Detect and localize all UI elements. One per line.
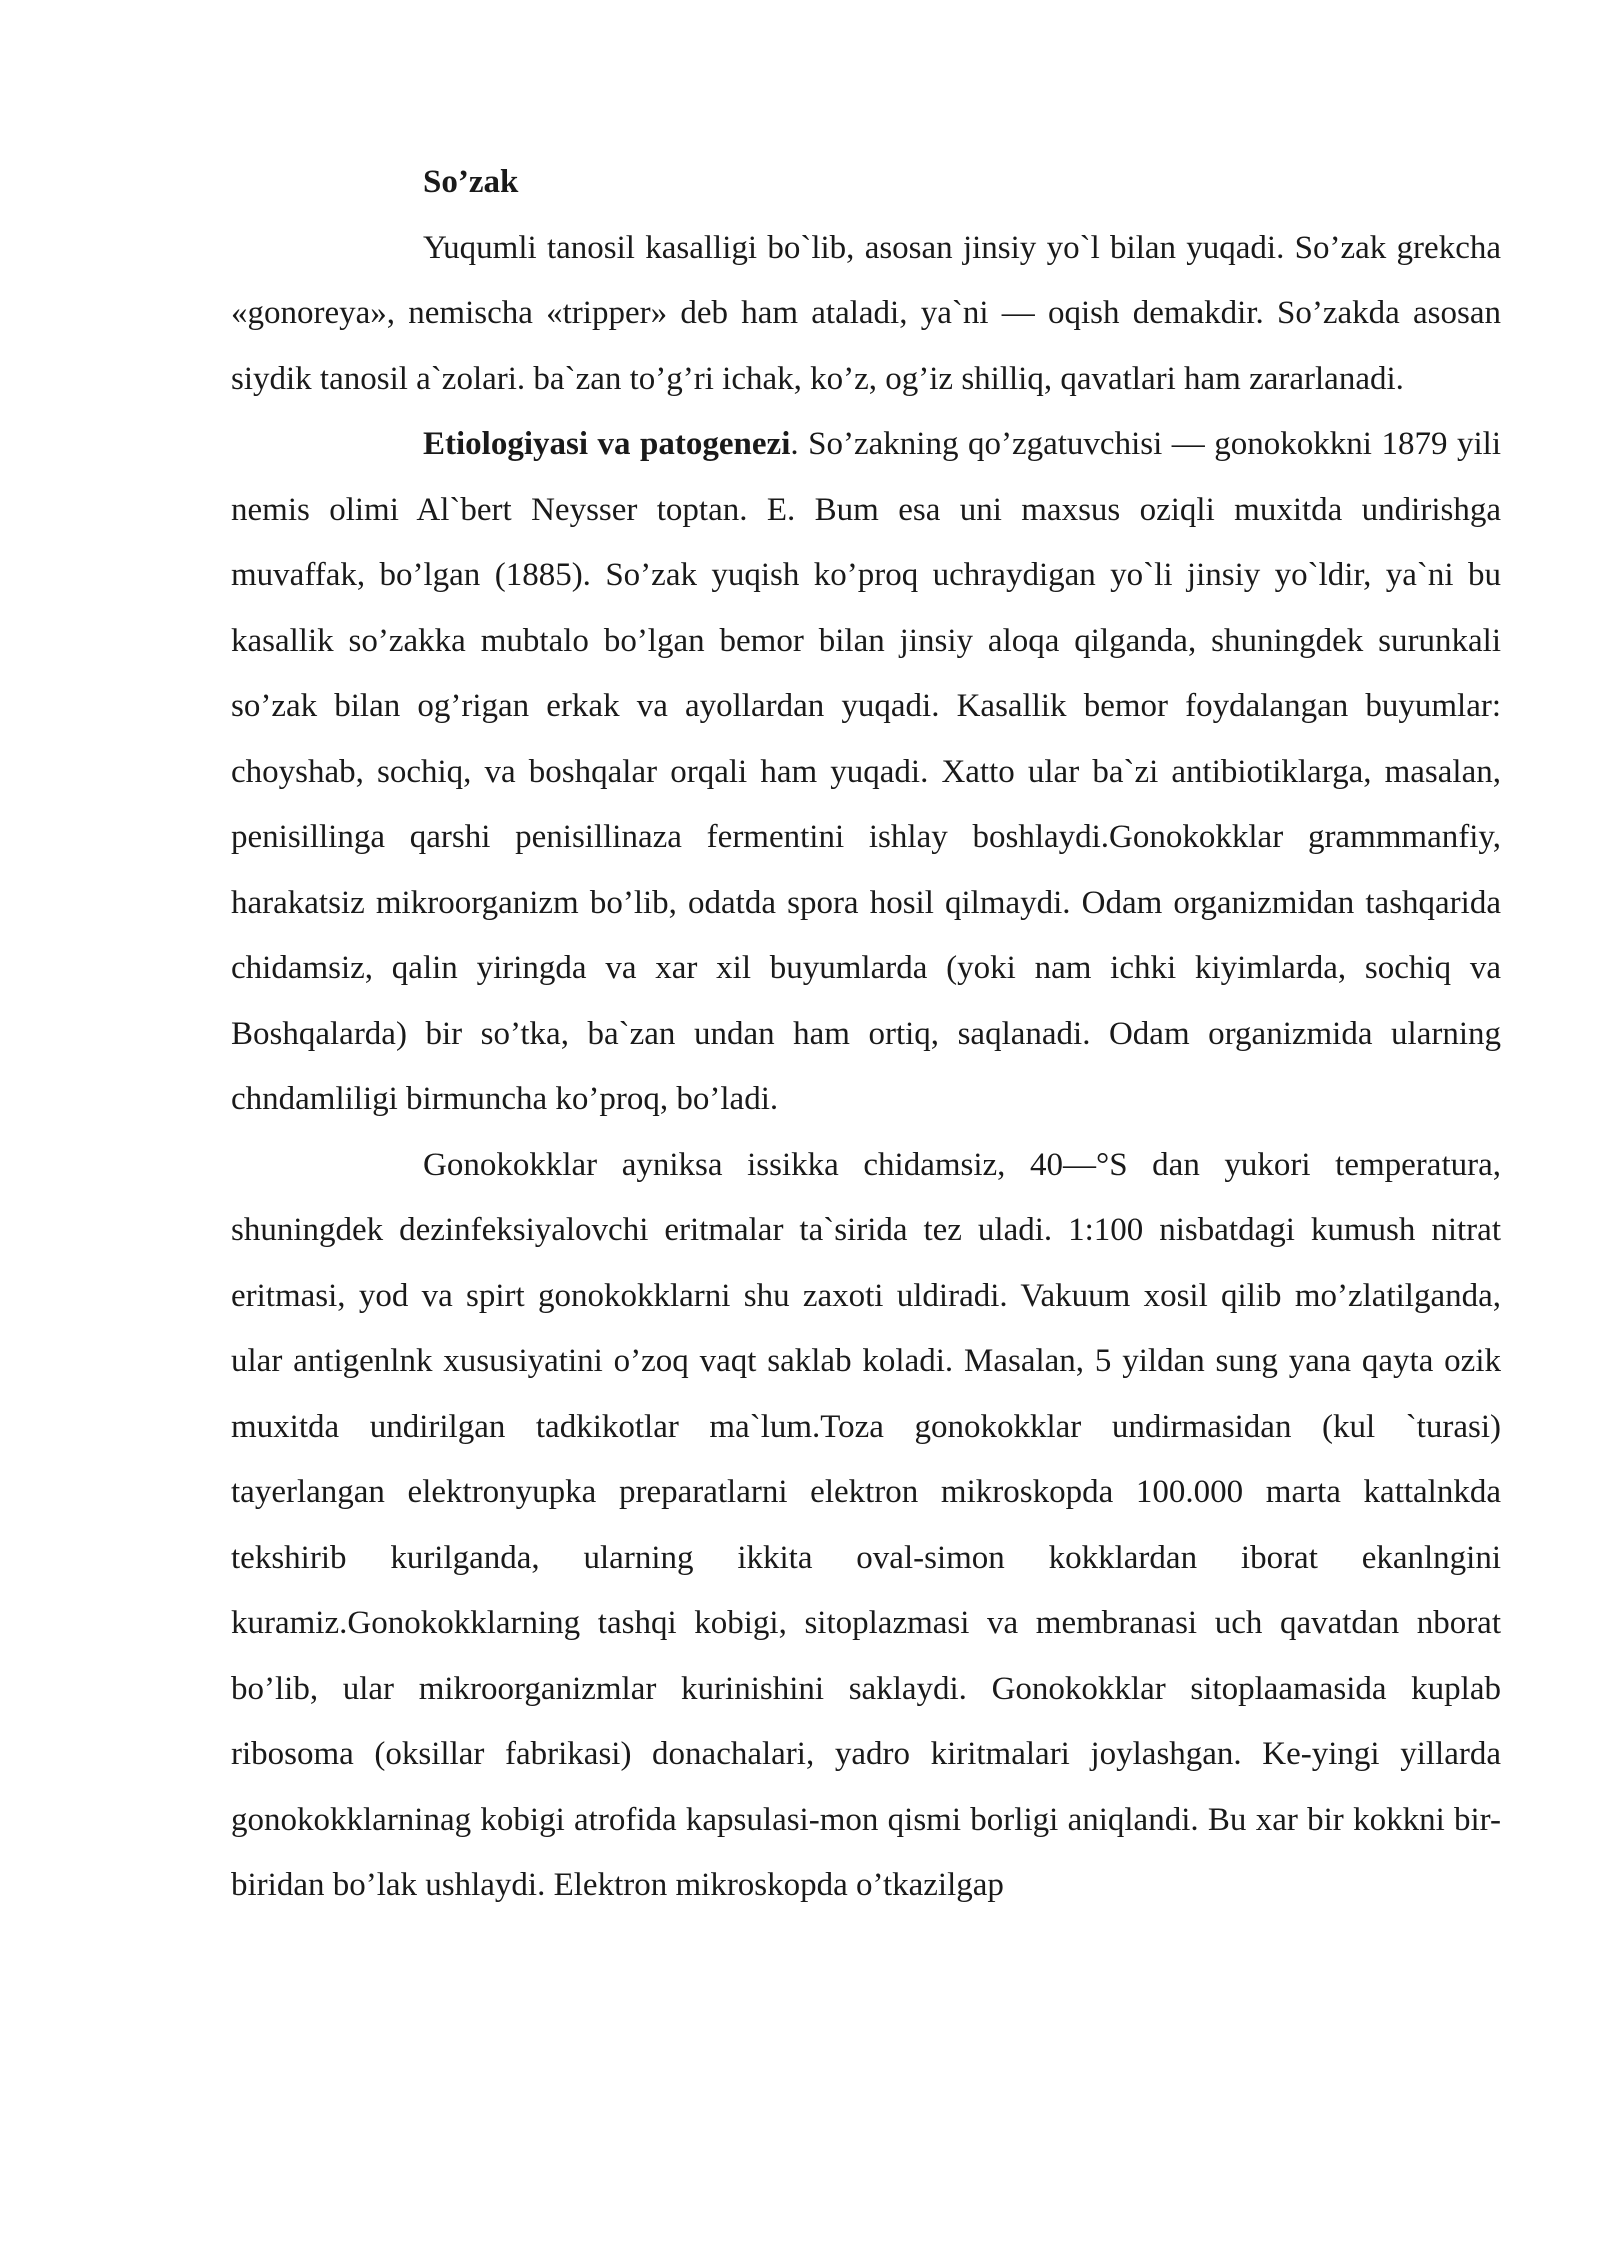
- paragraph-etiology-text: . So’zakning qo’zgatuvchisi — gonokokkni 1879 yili nemis olimi Al`bert Neysser toptan. E. Bum esa uni maxsus oziqli muxitda undirishga muvaffak, bo’lgan (1885). So’zak yuqish ko’proq uchraydigan yo`li jinsiy yo`ldir, ya`ni bu kasallik so’zakka mubtalo bo’lgan bemor bilan jinsiy aloqa qilganda, shuningdek surunkali so’zak bilan og’rigan erkak va ayollardan yuqadi. Kasallik bemor foydalangan buyumlar: choyshab, sochiq, va boshqalar orqali ham yuqadi. Xatto ular ba`zi antibiotiklarga, masalan, penisillinga qarshi penisillinaza fermentini ishlay boshlaydi.Gonokokklar grammmanfiy, harakatsiz mikroorganizm bo’lib, odatda spora hosil qilmaydi. Odam organizmidan tashqarida chidamsiz, qalin yiringda va xar xil buyumlarda (yoki nam ichki kiyimlarda, sochiq va Boshqalarda) bir so’tka, ba`zan undan ham ortiq, saqlanadi. Odam organizmida ularning chndamliligi birmuncha ko’proq, bo’ladi.: [231, 426, 1501, 1117]
- paragraph-gonococci-text: Gonokokklar ayniksa issikka chidamsiz, 40—°S dan yukori temperatura, shuningdek dezinfeksiyalovchi eritmalar ta`sirida tez uladi. 1:100 nisbatdagi kumush nitrat eritmasi, yod va spirt gonokokklarni shu zaxoti uldiradi. Vakuum xosil qilib mo’zlatilganda, ular antigenlnk xususiyatini o’zoq vaqt saklab koladi. Masalan, 5 yildan sung yana qayta ozik muxitda undirilgan tadkikotlar ma`lum.Toza gonokokklar undirmasidan (kul `turasi) tayerlangan elektronyupka preparatlarni elektron mikroskopda 100.000 marta kattalnkda tekshirib kurilganda, ularning ikkita oval-simon kokklardan iborat ekanlngini kuramiz.Gonokokklarning tashqi kobigi, sitoplazmasi va membranasi uch qavatdan nborat bo’lib, ular mikroorganizmlar kurinishini saklaydi. Gonokokklar sitoplaamasida kuplab ribosoma (oksillar fabrikasi) donachalari, yadro kiritmalari joylashgan. Ke-yingi yillarda gonokokklarninag kobigi atrofida kapsulasi-mon qismi borligi aniqlandi. Bu xar bir kokkni bir-biridan bo’lak ushlaydi. Elektron mikroskopda o’tkazilgap: [231, 1146, 1501, 1903]
- paragraph-etiology-lead: Etiologiyasi va patogenezi: [423, 426, 791, 462]
- paragraph-etiology: [231, 412, 1501, 1133]
- document-body: [231, 150, 1501, 1919]
- document-title: So’zak: [423, 164, 519, 200]
- paragraph-intro: [231, 216, 1501, 413]
- paragraph-gonococci: [231, 1133, 1501, 1919]
- paragraph-intro-text: Yuqumli tanosil kasalligi bo`lib, asosan jinsiy yo`l bilan yuqadi. So’zak grekcha «gonoreya», nemischa «tripper» deb ham ataladi, ya`ni — oqish demakdir. So’zakda asosan siydik tanosil a`zolari. ba`zan to’g’ri ichak, ko’z, og’iz shilliq, qavatlari ham zararlanadi.: [231, 229, 1501, 397]
